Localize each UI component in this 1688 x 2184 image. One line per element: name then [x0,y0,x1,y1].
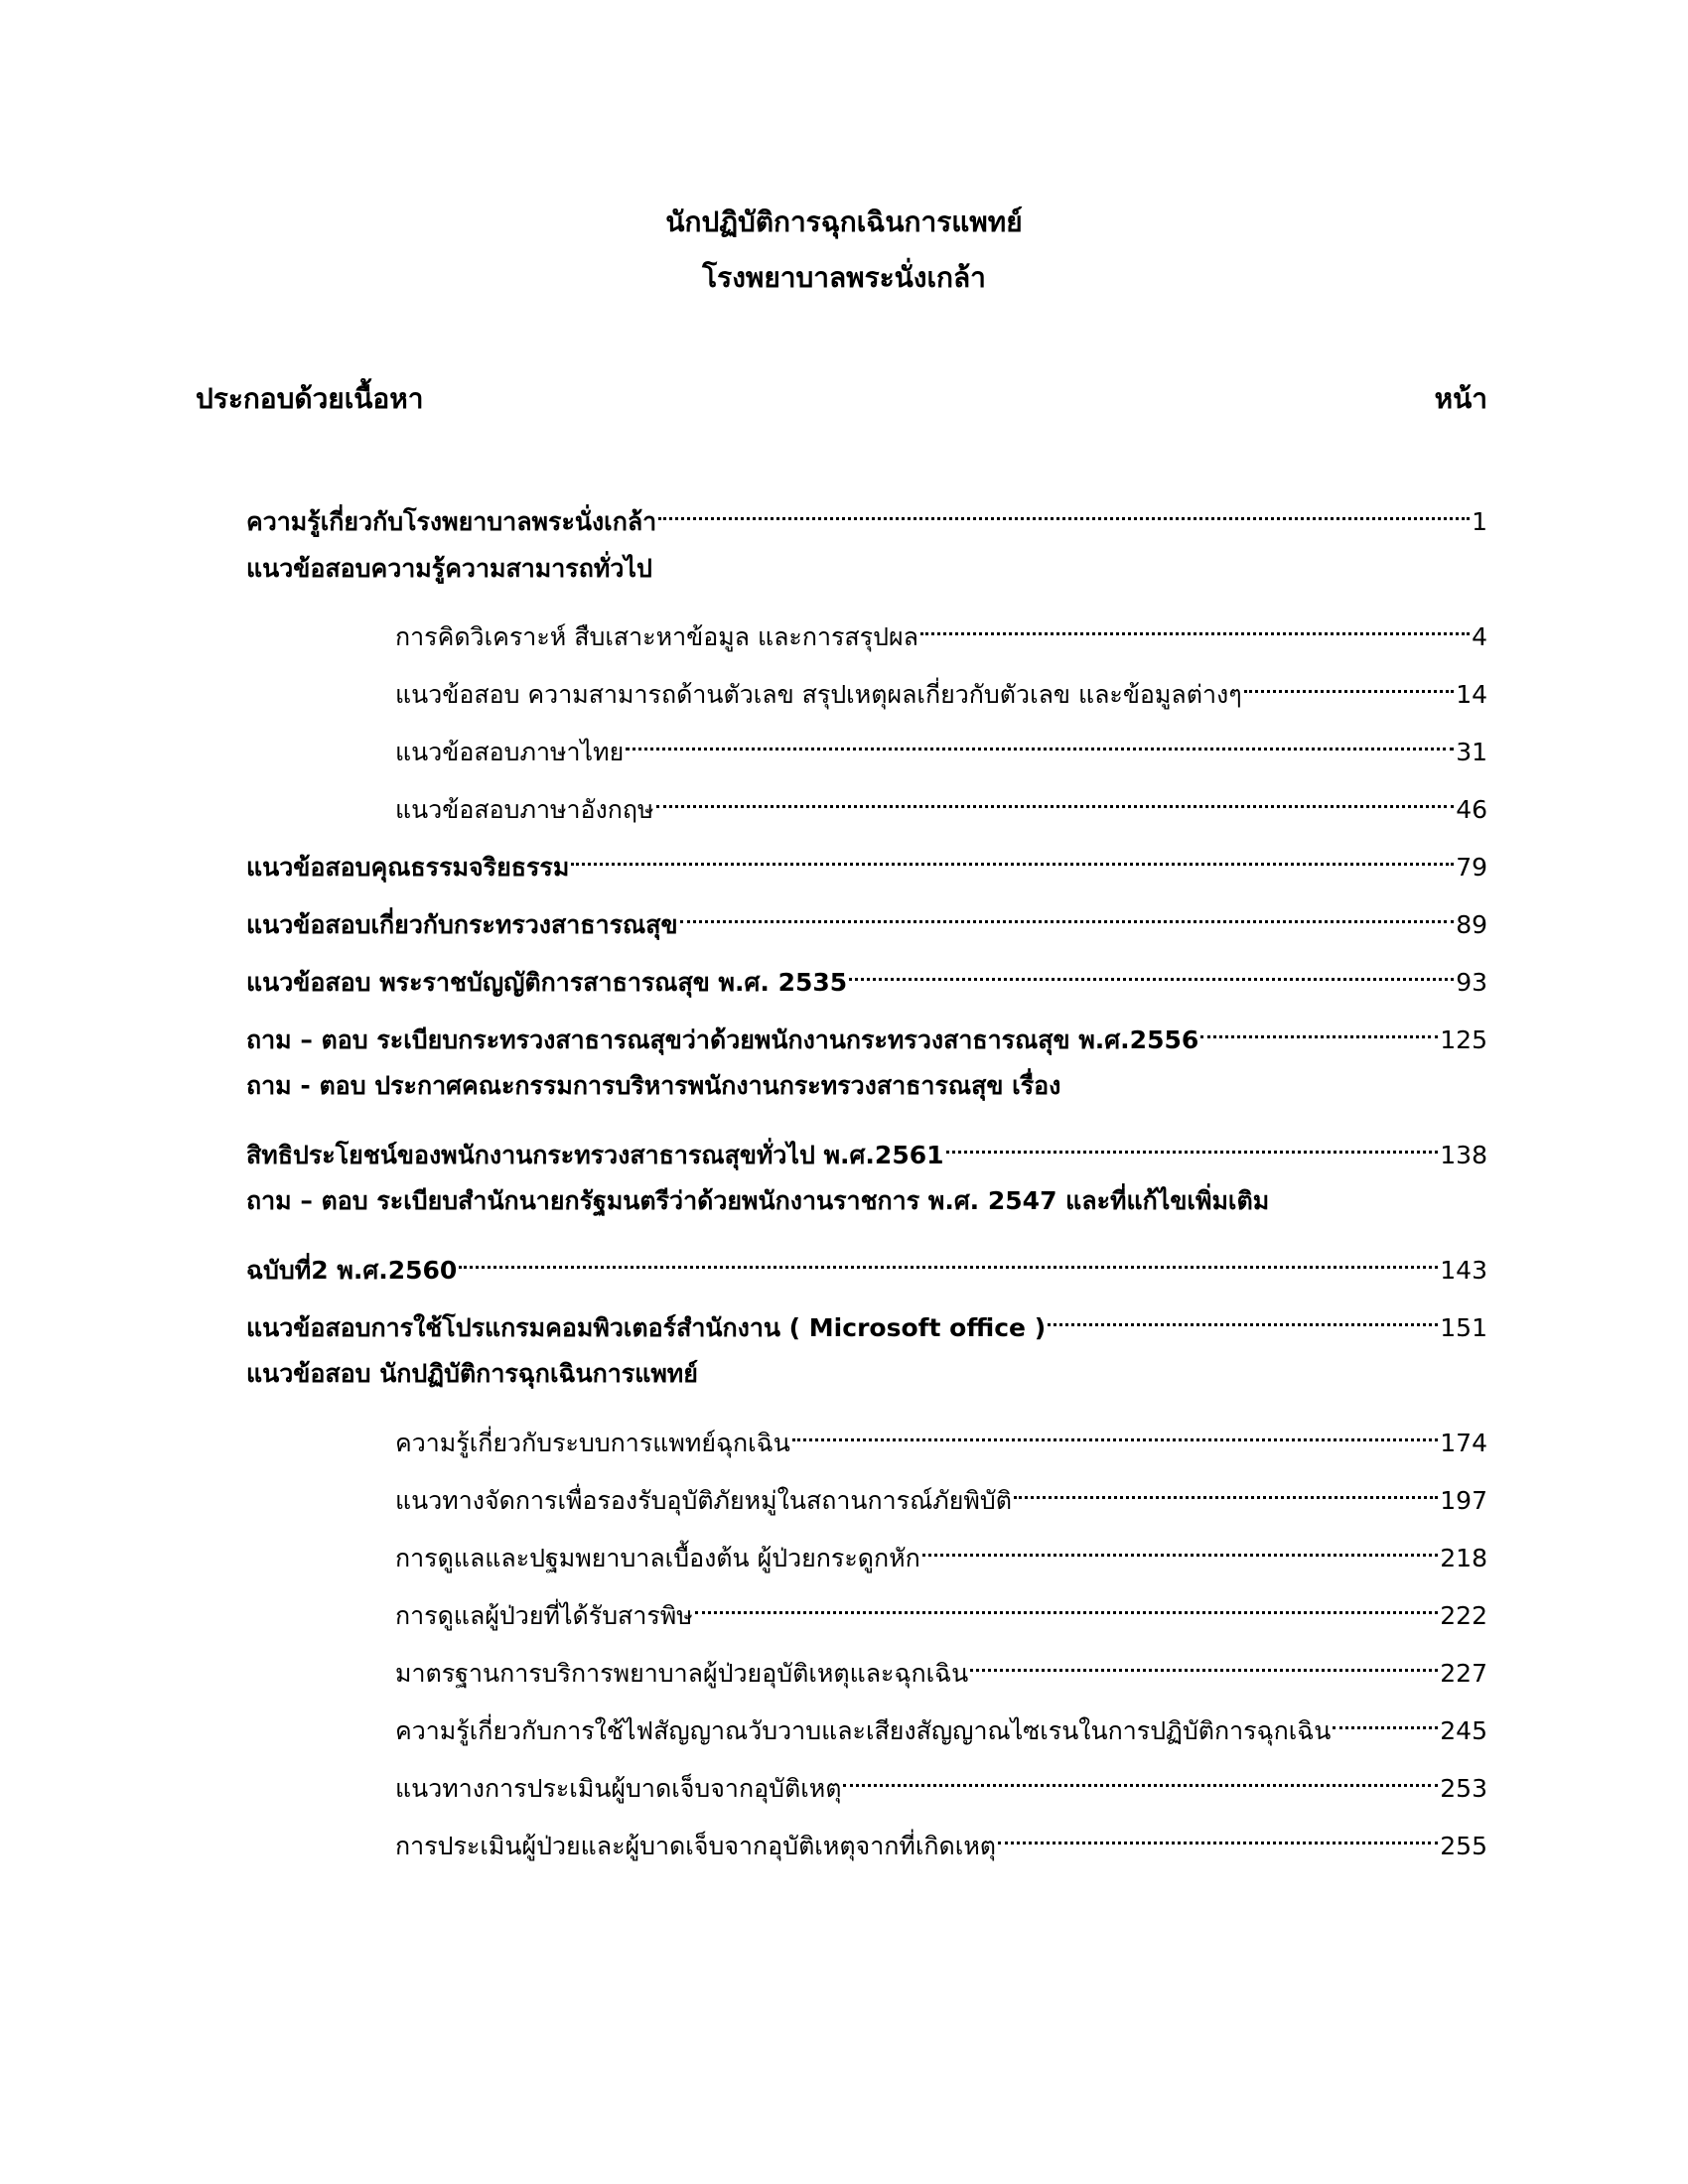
toc-entry [395,1527,1487,1572]
toc-entry-title: การดูแลและปฐมพยาบาลเบื้องต้น ผู้ป่วยกระดูกหัก [395,1544,920,1572]
toc-entry [395,1642,1487,1688]
toc-entry-page: 222 [1440,1601,1487,1630]
toc-dot-leader [1333,1700,1438,1739]
toc-dot-leader [849,951,1454,991]
document-subtitle: โรงพยาบาลพระนั่งเกล้า [702,261,986,294]
toc-entry-title: ความรู้เกี่ยวกับโรงพยาบาลพระนั่งเกล้า [246,507,657,536]
toc-entry-page: 89 [1456,910,1487,939]
toc-entry-title: แนวทางจัดการเพื่อรองรับอุบัติภัยหมู่ในสถานการณ์ภัยพิบัติ [395,1486,1012,1515]
toc-dot-leader [571,836,1454,876]
toc-dot-leader [1014,1469,1438,1509]
toc-entry [246,1239,1487,1285]
toc-entry [395,1469,1487,1515]
toc-dot-leader [656,778,1455,818]
toc-entry-page: 93 [1456,968,1487,997]
toc-dot-leader [658,490,1470,530]
toc-entry-title: แนวทางการประเมินผู้บาดเจ็บจากอุบัติเหตุ [395,1774,842,1803]
toc-entry [395,1757,1487,1803]
toc-entry [246,951,1487,997]
toc-dot-leader [695,1584,1439,1624]
toc-dot-leader [922,1527,1439,1567]
toc-entry [246,836,1487,882]
toc-entry-page: 255 [1440,1832,1487,1860]
toc-entry-title: แนวข้อสอบ ความสามารถด้านตัวเลข สรุปเหตุผลเกี่ยวกับตัวเลข และข้อมูลต่างๆ [395,680,1242,709]
toc-entry [246,1009,1487,1054]
toc-entry-page: 1 [1472,507,1487,536]
toc-entry [246,490,1487,536]
toc-entry-title: แนวข้อสอบการใช้โปรแกรมคอมพิวเตอร์สำนักงาน ( Microsoft office ) [246,1313,1047,1342]
toc-entry-title: แนวข้อสอบเกี่ยวกับกระทรวงสาธารณสุข [246,910,678,939]
toc-entry-page: 125 [1440,1025,1487,1054]
toc-entry-page: 46 [1456,795,1487,824]
page-column-label: หน้า [1434,382,1487,415]
toc-dot-leader [970,1642,1438,1682]
toc-dot-leader [1244,663,1455,703]
toc-entry [395,663,1487,709]
toc-entry [395,606,1487,651]
toc-entry [246,1297,1487,1342]
contents-label: ประกอบด้วยเนื้อหา [196,382,424,415]
toc-entry [246,1124,1487,1169]
toc-entry-title: ความรู้เกี่ยวกับระบบการแพทย์ฉุกเฉิน [395,1429,790,1457]
toc-entry-page: 14 [1456,680,1487,709]
toc-entry-title: มาตรฐานการบริการพยาบาลผู้ป่วยอุบัติเหตุและฉุกเฉิน [395,1659,969,1688]
toc-dot-leader [998,1815,1438,1854]
toc-entry-title: แนวข้อสอบภาษาไทย [395,738,625,766]
toc-entry [395,1412,1487,1457]
toc-entry-page: 174 [1440,1429,1487,1457]
toc-entry-page: 151 [1440,1313,1487,1342]
toc-entry-page: 197 [1440,1486,1487,1515]
document-title: นักปฏิบัติการฉุกเฉินการแพทย์ [665,205,1023,238]
toc-dot-leader [626,721,1454,760]
toc-entry-page: 79 [1456,853,1487,882]
toc-entry-page: 143 [1440,1256,1487,1285]
toc-entry [246,893,1487,939]
toc-dot-leader [459,1239,1438,1279]
toc-dot-leader [792,1412,1438,1451]
toc-dot-leader [1048,1297,1438,1336]
toc-dot-leader [946,1124,1439,1163]
toc-entry-page: 227 [1440,1659,1487,1688]
toc-entry-title: ความรู้เกี่ยวกับการใช้ไฟสัญญาณวับวาบและเสียงสัญญาณไซเรนในการปฏิบัติการฉุกเฉิน [395,1716,1332,1745]
toc-entry-title-line1: ถาม - ตอบ ประกาศคณะกรรมการบริหารพนักงานกระทรวงสาธารณสุข เรื่อง [246,1071,1061,1100]
toc-entry [395,778,1487,824]
toc-dot-leader [1200,1009,1438,1048]
toc-section-heading: แนวข้อสอบความรู้ความสามารถทั่วไป [246,554,652,583]
toc-section-heading: แนวข้อสอบ นักปฏิบัติการฉุกเฉินการแพทย์ [246,1359,698,1388]
toc-entry [395,1815,1487,1860]
toc-entry-title: การประเมินผู้ป่วยและผู้บาดเจ็บจากอุบัติเหตุจากที่เกิดเหตุ [395,1832,997,1860]
toc-entry-page: 253 [1440,1774,1487,1803]
toc-entry-title: แนวข้อสอบคุณธรรมจริยธรรม [246,853,570,882]
toc-entry-page: 4 [1472,622,1487,651]
toc-entry-page: 31 [1456,738,1487,766]
toc-entry-title: แนวข้อสอบภาษาอังกฤษ [395,795,654,824]
toc-entry-title: แนวข้อสอบ พระราชบัญญัติการสาธารณสุข พ.ศ. 2535 [246,968,848,997]
toc-entry-title: การคิดวิเคราะห์ สืบเสาะหาข้อมูล และการสรุปผล [395,622,918,651]
toc-entry-page: 218 [1440,1544,1487,1572]
toc-entry-title-line1: ถาม – ตอบ ระเบียบสำนักนายกรัฐมนตรีว่าด้วยพนักงานราชการ พ.ศ. 2547 และที่แก้ไขเพิ่มเติม [246,1186,1270,1215]
toc-entry-page: 245 [1440,1716,1487,1745]
toc-entry-page: 138 [1440,1141,1487,1169]
toc-entry [395,1584,1487,1630]
toc-dot-leader [680,893,1455,933]
toc-entry-title: สิทธิประโยชน์ของพนักงานกระทรวงสาธารณสุขทั่วไป พ.ศ.2561 [246,1141,944,1169]
toc-entry-title: ฉบับที่2 พ.ศ.2560 [246,1256,458,1285]
toc-entry [395,1700,1487,1745]
toc-entry-title: ถาม – ตอบ ระเบียบกระทรวงสาธารณสุขว่าด้วยพนักงานกระทรวงสาธารณสุข พ.ศ.2556 [246,1025,1199,1054]
toc-dot-leader [843,1757,1438,1797]
toc-dot-leader [920,606,1470,645]
toc-entry-title: การดูแลผู้ป่วยที่ได้รับสารพิษ [395,1601,693,1630]
toc-entry [395,721,1487,766]
